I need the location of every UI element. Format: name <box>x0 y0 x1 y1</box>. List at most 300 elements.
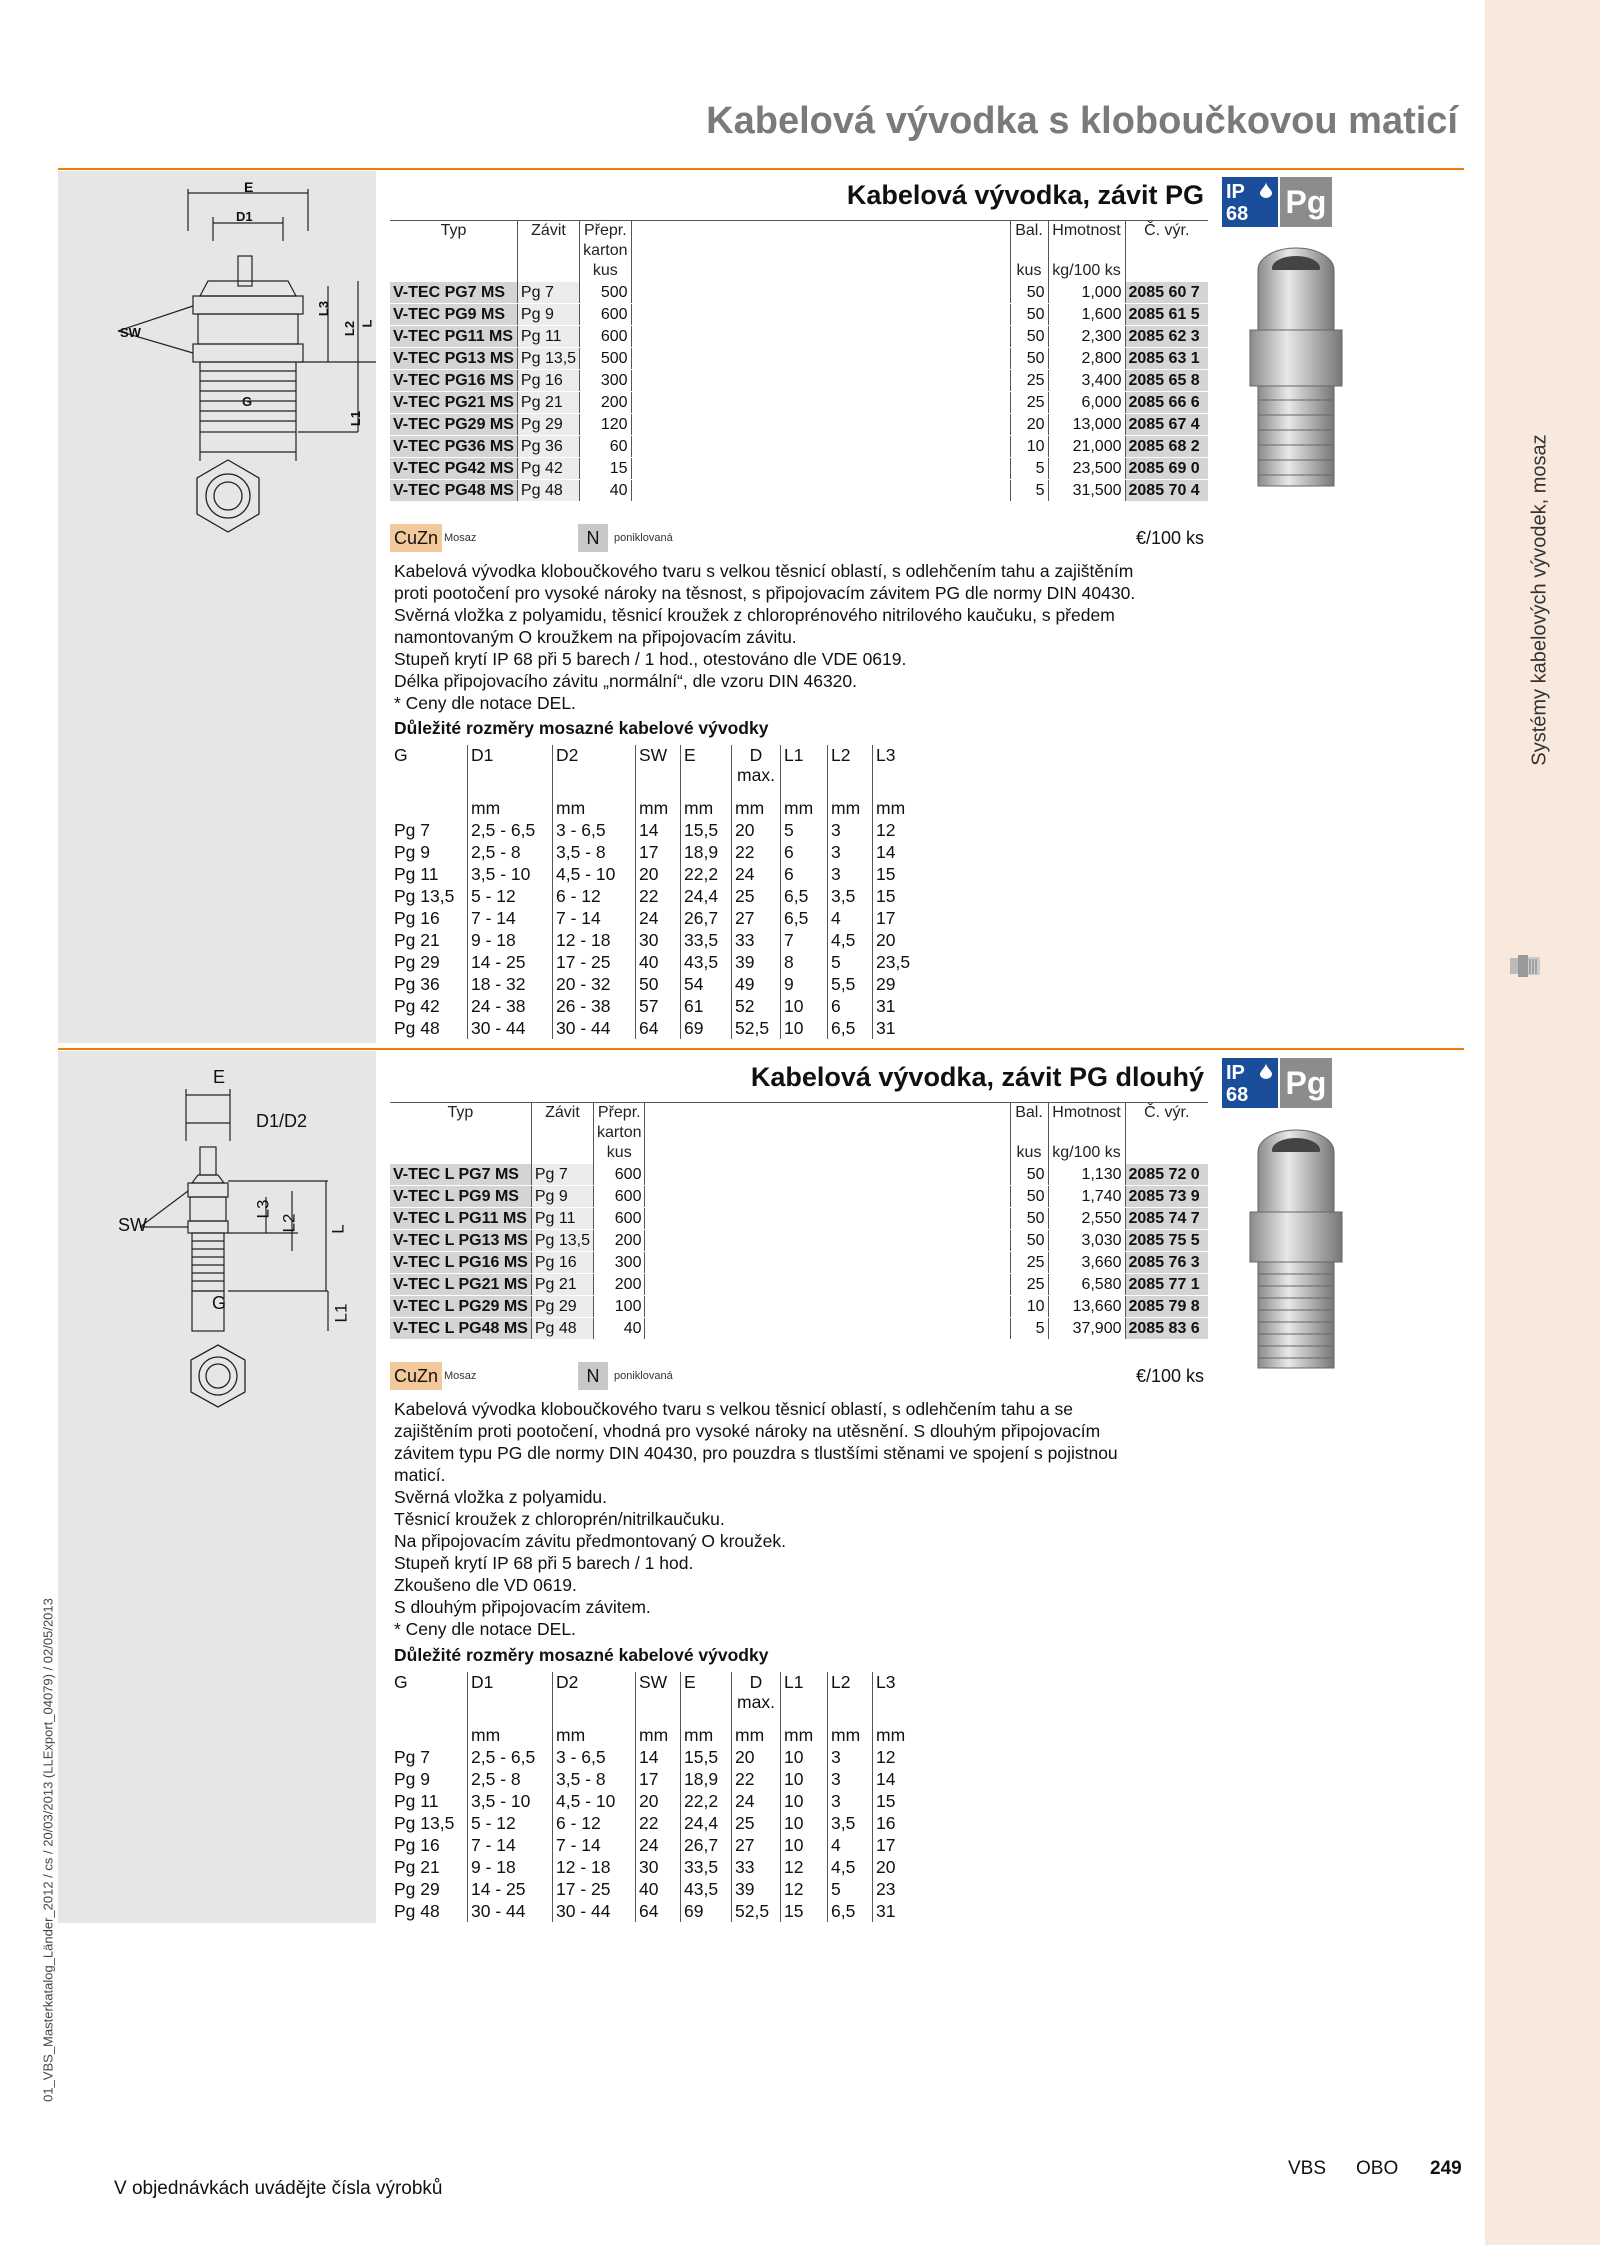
dims-cell: 14 <box>873 1768 920 1790</box>
dims-row <box>391 929 919 951</box>
dims-cell: 33 <box>732 1856 781 1878</box>
product-row <box>390 370 1208 392</box>
section2-material-name: Mosaz <box>444 1370 477 1382</box>
dims-spacer-row <box>391 1712 919 1724</box>
dims-header-row <box>391 745 919 785</box>
dims-cell: 52,5 <box>732 1900 781 1922</box>
dim-label-l: L <box>328 1224 348 1234</box>
product-row <box>390 304 1208 326</box>
section2-title: Kabelová vývodka, závit PG dlouhý <box>750 1062 1204 1092</box>
product-type: V-TEC PG21 MS <box>390 392 517 414</box>
dims-cell: 17 <box>636 841 681 863</box>
row-spacer <box>645 1164 1010 1186</box>
product-type: V-TEC L PG21 MS <box>390 1274 531 1296</box>
dims-cell: 14 <box>873 841 920 863</box>
dims-cell: 24 <box>636 1834 681 1856</box>
col-karton-label: karton <box>583 242 628 259</box>
product-carton-qty: 600 <box>594 1164 645 1186</box>
description-line: Na připojovacím závitu předmontovaný O kroužek. <box>394 1531 786 1551</box>
dims-cell: 22 <box>732 1768 781 1790</box>
col-prepr-label: Přepr. <box>597 1104 641 1121</box>
hdr-units-cell <box>390 1143 531 1164</box>
product-pack-qty: 50 <box>1010 304 1048 326</box>
dims-cell: 64 <box>636 1017 681 1039</box>
row-spacer <box>645 1296 1010 1318</box>
product-weight: 2,800 <box>1048 348 1125 370</box>
product-weight: 13,000 <box>1048 414 1125 436</box>
section2-dims-table <box>391 1672 919 1922</box>
dims-cell: 14 - 25 <box>468 1878 553 1900</box>
dims-cell: 15 <box>781 1900 828 1922</box>
dims-cell: 33,5 <box>681 929 732 951</box>
dim-label-g: G <box>242 394 253 409</box>
right-sidebar <box>1485 0 1600 2245</box>
dims-cell: 24,4 <box>681 1812 732 1834</box>
dims-header-label: D <box>749 745 763 765</box>
row-spacer <box>631 414 1010 436</box>
dims-cell: 15 <box>873 863 920 885</box>
section1-material-name: Mosaz <box>444 532 477 544</box>
dims-cell: 26,7 <box>681 1834 732 1856</box>
dims-cell: 17 <box>873 1834 920 1856</box>
dims-unit-cell: mm <box>732 797 781 819</box>
product-row <box>390 414 1208 436</box>
dims-header-row <box>391 1672 919 1712</box>
product-pack-qty: 50 <box>1010 1208 1048 1230</box>
product-carton-qty: 200 <box>594 1274 645 1296</box>
product-weight: 31,500 <box>1048 480 1125 502</box>
dims-cell: Pg 11 <box>394 864 439 884</box>
dims-cell: 2,5 - 8 <box>468 1768 553 1790</box>
col-bal: Bal. <box>1010 221 1048 262</box>
dims-header-cell <box>391 1672 468 1712</box>
product-weight: 2,300 <box>1048 326 1125 348</box>
product-type: V-TEC L PG13 MS <box>390 1230 531 1252</box>
row-spacer <box>631 370 1010 392</box>
description-line: Svěrná vložka z polyamidu. <box>394 1487 608 1507</box>
description-line: Délka připojovacího závitu „normální“, dle vzoru DIN 46320. <box>394 671 857 691</box>
dims-spacer-cell <box>781 785 828 797</box>
row-spacer <box>645 1274 1010 1296</box>
dims-cell: 18 - 32 <box>468 973 553 995</box>
dims-header-label: D1 <box>471 745 494 765</box>
dims-cell: 3,5 - 8 <box>553 841 636 863</box>
dims-row <box>391 841 919 863</box>
dims-cell: 5 - 12 <box>468 1812 553 1834</box>
ip-label: IP <box>1226 181 1245 203</box>
product-thread: Pg 16 <box>531 1252 593 1274</box>
unit-kus: kus <box>580 261 631 282</box>
product-carton-qty: 600 <box>594 1186 645 1208</box>
dims-cell: 17 <box>636 1768 681 1790</box>
dims-unit-cell: mm <box>636 797 681 819</box>
product-article-number: 2085 61 5 <box>1125 304 1208 326</box>
dims-spacer-cell <box>681 1712 732 1724</box>
hdr-units-cell <box>631 261 1010 282</box>
product-carton-qty: 500 <box>580 348 631 370</box>
product-thread: Pg 11 <box>531 1208 593 1230</box>
hdr-units-cell <box>390 261 517 282</box>
description-line: maticí. <box>394 1465 446 1485</box>
dims-cell: 2,5 - 6,5 <box>468 819 553 841</box>
dims-cell: 3 - 6,5 <box>553 819 636 841</box>
description-line: proti pootočení pro vysoké nároky na těsnost, s připojovacím závitem PG dle normy DIN 40430. <box>394 583 1136 603</box>
dims-spacer-cell <box>636 785 681 797</box>
product-article-number: 2085 77 1 <box>1125 1274 1208 1296</box>
product-pack-qty: 50 <box>1010 326 1048 348</box>
dims-spacer-cell <box>873 1712 920 1724</box>
product-carton-qty: 40 <box>594 1318 645 1340</box>
dims-unit-cell: mm <box>828 1724 873 1746</box>
dim-label-d1: D1 <box>236 209 253 224</box>
section1-dims-table <box>391 745 919 1039</box>
dims-header-cell <box>468 1672 553 1712</box>
row-spacer <box>631 326 1010 348</box>
dims-header-cell <box>553 1672 636 1712</box>
dims-cell: Pg 16 <box>394 1835 440 1855</box>
dims-cell: 12 <box>781 1856 828 1878</box>
dims-cell: 24 <box>636 907 681 929</box>
dim-label-sw: SW <box>118 1215 147 1235</box>
product-carton-qty: 120 <box>580 414 631 436</box>
dims-unit-cell: mm <box>553 797 636 819</box>
dims-cell: 9 - 18 <box>468 929 553 951</box>
row-spacer <box>645 1230 1010 1252</box>
product-carton-qty: 300 <box>594 1252 645 1274</box>
dims-header-cell <box>681 745 732 785</box>
dims-cell: 61 <box>681 995 732 1017</box>
dims-header-cell <box>636 745 681 785</box>
dims-cell: Pg 29 <box>394 952 440 972</box>
dims-cell: 6,5 <box>781 885 828 907</box>
description-line: Kabelová vývodka kloboučkového tvaru s velkou těsnicí oblastí, s odlehčením tahu a se <box>394 1399 1074 1419</box>
dims-cell: 39 <box>732 1878 781 1900</box>
row-spacer <box>631 282 1010 304</box>
dims-cell: 43,5 <box>681 1878 732 1900</box>
product-row <box>390 436 1208 458</box>
section2-top-view-drawing <box>183 1341 253 1411</box>
section1-price-unit: €/100 ks <box>1135 528 1204 548</box>
dims-cell: 4,5 - 10 <box>553 1790 636 1812</box>
section2-surface-code: N <box>578 1362 608 1390</box>
dims-cell: Pg 13,5 <box>394 1813 455 1833</box>
dims-cell: 15 <box>873 1790 920 1812</box>
dims-row <box>391 1834 919 1856</box>
dims-cell: 17 - 25 <box>553 1878 636 1900</box>
dims-cell: 12 <box>781 1878 828 1900</box>
dims-unit-cell: mm <box>732 1724 781 1746</box>
dims-row <box>391 907 919 929</box>
dims-row <box>391 885 919 907</box>
dims-cell: 10 <box>781 995 828 1017</box>
dims-row <box>391 1812 919 1834</box>
dims-cell: 3 <box>828 1790 873 1812</box>
dims-cell: 2,5 - 8 <box>468 841 553 863</box>
row-spacer <box>631 304 1010 326</box>
product-weight: 6,000 <box>1048 392 1125 414</box>
product-row <box>390 1252 1208 1274</box>
product-carton-qty: 100 <box>594 1296 645 1318</box>
description-line: Těsnicí kroužek z chloroprén/nitrilkaučuku. <box>394 1509 725 1529</box>
footer-brand-obo: OBO <box>1356 2158 1399 2179</box>
dims-cell: 20 <box>732 1746 781 1768</box>
product-pack-qty: 50 <box>1010 1230 1048 1252</box>
dims-cell: 57 <box>636 995 681 1017</box>
product-weight: 21,000 <box>1048 436 1125 458</box>
dims-cell: 22,2 <box>681 1790 732 1812</box>
dims-cell: Pg 48 <box>394 1901 440 1921</box>
product-thread: Pg 42 <box>517 458 579 480</box>
col-prepr-label: Přepr. <box>583 222 627 239</box>
product-type: V-TEC L PG48 MS <box>390 1318 531 1340</box>
product-type: V-TEC PG36 MS <box>390 436 517 458</box>
product-pack-qty: 25 <box>1010 1252 1048 1274</box>
row-spacer <box>645 1186 1010 1208</box>
ip-label: IP <box>1226 1062 1245 1084</box>
dims-cell: 27 <box>732 907 781 929</box>
dims-cell: 6,5 <box>781 907 828 929</box>
dims-cell: 14 - 25 <box>468 951 553 973</box>
dims-cell: Pg 11 <box>394 1791 439 1811</box>
dims-header-label: L1 <box>784 1672 804 1692</box>
dims-header-label: D <box>749 1672 763 1692</box>
product-article-number: 2085 73 9 <box>1125 1186 1208 1208</box>
dims-cell: 33 <box>732 929 781 951</box>
page-title: Kabelová vývodka s kloboučkovou maticí <box>706 100 1458 142</box>
dims-cell: 30 - 44 <box>468 1017 553 1039</box>
dims-cell: 25 <box>732 1812 781 1834</box>
product-article-number: 2085 79 8 <box>1125 1296 1208 1318</box>
col-zavit: Závit <box>531 1103 593 1144</box>
dim-label-l3: L3 <box>253 1199 273 1219</box>
dims-cell: 20 <box>873 929 920 951</box>
dims-cell: 10 <box>781 1017 828 1039</box>
dims-row <box>391 1017 919 1039</box>
row-spacer <box>645 1252 1010 1274</box>
product-row <box>390 1296 1208 1318</box>
product-thread: Pg 21 <box>517 392 579 414</box>
dims-header-label: G <box>394 745 408 765</box>
dims-cell: Pg 7 <box>394 1747 430 1767</box>
description-line: Svěrná vložka z polyamidu, těsnicí kroužek z chloroprénového nitrilového kaučuku, s předem <box>394 605 1115 625</box>
product-weight: 23,500 <box>1048 458 1125 480</box>
hdr-units-cell <box>517 261 579 282</box>
product-article-number: 2085 83 6 <box>1125 1318 1208 1340</box>
dims-cell: 26,7 <box>681 907 732 929</box>
col-zavit: Závit <box>517 221 579 262</box>
dims-unit-cell: mm <box>681 1724 732 1746</box>
dims-cell: 3,5 <box>828 1812 873 1834</box>
product-thread: Pg 9 <box>531 1186 593 1208</box>
product-row <box>390 1208 1208 1230</box>
dims-cell: 3 <box>828 1768 873 1790</box>
dims-unit-cell: mm <box>468 1724 553 1746</box>
dims-header-cell <box>873 1672 920 1712</box>
dims-unit-cell: mm <box>873 797 920 819</box>
dims-cell: 15,5 <box>681 819 732 841</box>
dims-spacer-cell <box>636 1712 681 1724</box>
row-spacer <box>631 348 1010 370</box>
dims-unit-cell: mm <box>781 797 828 819</box>
dims-unit-cell: mm <box>873 1724 920 1746</box>
dims-cell: 54 <box>681 973 732 995</box>
dims-row <box>391 1768 919 1790</box>
unit-hm: kg/100 ks <box>1048 1143 1125 1164</box>
section1-drawing-panel <box>58 171 376 1043</box>
product-type: V-TEC PG42 MS <box>390 458 517 480</box>
row-spacer <box>631 480 1010 502</box>
dims-cell: 12 - 18 <box>553 929 636 951</box>
dims-cell: 10 <box>781 1812 828 1834</box>
sidebar-product-thumbnail <box>1508 950 1542 980</box>
dims-cell: 10 <box>781 1834 828 1856</box>
dims-cell: 31 <box>873 1900 920 1922</box>
dims-cell: 4,5 <box>828 929 873 951</box>
product-article-number: 2085 63 1 <box>1125 348 1208 370</box>
section1-top-rule <box>58 168 1464 170</box>
row-spacer <box>631 392 1010 414</box>
dims-cell: 49 <box>732 973 781 995</box>
footer-order-note: V objednávkách uvádějte čísla výrobků <box>114 2178 443 2199</box>
product-weight: 3,030 <box>1048 1230 1125 1252</box>
dims-cell: 24 <box>732 1790 781 1812</box>
product-thread: Pg 36 <box>517 436 579 458</box>
dims-cell: 23 <box>873 1878 920 1900</box>
dims-spacer-cell <box>553 785 636 797</box>
dims-cell: 22 <box>732 841 781 863</box>
dims-cell: 7 <box>781 929 828 951</box>
dims-spacer-cell <box>828 785 873 797</box>
dims-spacer-cell <box>828 1712 873 1724</box>
description-line: namontovaným O kroužkem na připojovacím závitu. <box>394 627 797 647</box>
catalog-export-note: 01_VBS_Masterkatalog_Länder_2012 / cs / 20/03/2013 (LLExport_04079) / 02/05/2013 <box>40 1598 56 2102</box>
dims-spacer-cell <box>391 1712 468 1724</box>
dims-header-cell <box>468 745 553 785</box>
dims-cell: 3,5 - 10 <box>468 1790 553 1812</box>
dims-header-max: max. <box>737 1692 775 1712</box>
product-carton-qty: 600 <box>580 326 631 348</box>
dims-cell: Pg 13,5 <box>394 886 455 906</box>
dims-header-label: G <box>394 1672 408 1692</box>
product-thread: Pg 7 <box>517 282 579 304</box>
dims-cell: 3,5 <box>828 885 873 907</box>
dims-cell: 5 - 12 <box>468 885 553 907</box>
product-type: V-TEC L PG16 MS <box>390 1252 531 1274</box>
dims-cell: 12 <box>873 1746 920 1768</box>
section2-price-unit: €/100 ks <box>1135 1366 1204 1386</box>
product-type: V-TEC PG11 MS <box>390 326 517 348</box>
water-drop-icon <box>1260 1063 1272 1079</box>
product-row <box>390 392 1208 414</box>
dims-cell: 5,5 <box>828 973 873 995</box>
product-carton-qty: 60 <box>580 436 631 458</box>
dims-cell: Pg 42 <box>394 996 440 1016</box>
sidebar-category-label: Systémy kabelových vývodek, mosaz <box>1528 434 1551 766</box>
dim-label-l2: L2 <box>342 320 358 337</box>
dim-label-sw: SW <box>120 325 141 340</box>
product-article-number: 2085 69 0 <box>1125 458 1208 480</box>
dims-cell: 6,5 <box>828 1017 873 1039</box>
product-article-number: 2085 72 0 <box>1125 1164 1208 1186</box>
product-carton-qty: 500 <box>580 282 631 304</box>
dims-cell: 4 <box>828 907 873 929</box>
product-thread: Pg 7 <box>531 1164 593 1186</box>
product-row <box>390 1230 1208 1252</box>
description-line: Stupeň krytí IP 68 při 5 barech / 1 hod., otestováno dle VDE 0619. <box>394 649 907 669</box>
dims-cell: 23,5 <box>873 951 920 973</box>
product-thread: Pg 13,5 <box>517 348 579 370</box>
section2-pg-badge: Pg <box>1280 1058 1332 1108</box>
product-pack-qty: 10 <box>1010 436 1048 458</box>
product-type: V-TEC L PG29 MS <box>390 1296 531 1318</box>
product-article-number: 2085 75 5 <box>1125 1230 1208 1252</box>
footer-brand-vbs: VBS <box>1288 2158 1327 2179</box>
dims-cell: 20 <box>636 863 681 885</box>
dim-label-l1: L1 <box>348 410 364 427</box>
dims-cell: 31 <box>873 1017 920 1039</box>
dims-cell: 8 <box>781 951 828 973</box>
dims-cell: 69 <box>681 1900 732 1922</box>
dims-spacer-cell <box>781 1712 828 1724</box>
dims-spacer-cell <box>732 785 781 797</box>
dims-cell: 10 <box>781 1746 828 1768</box>
section1-pg-badge: Pg <box>1280 177 1332 227</box>
dims-cell: Pg 36 <box>394 974 440 994</box>
unit-hm: kg/100 ks <box>1048 261 1125 282</box>
dims-cell: 29 <box>873 973 920 995</box>
section2-product-photo <box>1244 1122 1348 1372</box>
ip-rating: 68 <box>1226 1084 1249 1106</box>
ip-rating: 68 <box>1226 203 1249 225</box>
section2-material-code: CuZn <box>390 1362 442 1390</box>
dims-cell: 9 - 18 <box>468 1856 553 1878</box>
dims-unit-cell: mm <box>781 1724 828 1746</box>
section2-ip-badge <box>1222 1058 1278 1108</box>
product-weight: 3,660 <box>1048 1252 1125 1274</box>
dims-header-label: L3 <box>876 745 896 765</box>
section2-description <box>394 1398 1214 1640</box>
product-pack-qty: 5 <box>1010 1318 1048 1340</box>
col-typ: Typ <box>447 1104 474 1121</box>
dims-cell: 52 <box>732 995 781 1017</box>
product-carton-qty: 40 <box>580 480 631 502</box>
col-typ: Typ <box>440 222 467 239</box>
dims-cell: 15 <box>873 885 920 907</box>
product-row <box>390 282 1208 304</box>
product-pack-qty: 25 <box>1010 1274 1048 1296</box>
product-article-number: 2085 60 7 <box>1125 282 1208 304</box>
row-spacer <box>631 436 1010 458</box>
section2-surface-name: poniklovaná <box>614 1370 673 1382</box>
product-type: V-TEC PG48 MS <box>390 480 517 502</box>
dims-cell: 18,9 <box>681 1768 732 1790</box>
dims-cell: 22 <box>636 1812 681 1834</box>
dims-cell: 9 <box>781 973 828 995</box>
dim-label-l1: L1 <box>331 1303 351 1323</box>
dims-header-cell <box>391 745 468 785</box>
dims-cell: 3 <box>828 1746 873 1768</box>
dims-cell: Pg 16 <box>394 908 440 928</box>
section1-title: Kabelová vývodka, závit PG <box>846 180 1204 210</box>
dims-cell: 22 <box>636 885 681 907</box>
dims-cell: Pg 48 <box>394 1018 440 1038</box>
dims-cell: 26 - 38 <box>553 995 636 1017</box>
product-carton-qty: 600 <box>594 1208 645 1230</box>
row-spacer <box>631 458 1010 480</box>
dims-cell: 5 <box>828 1878 873 1900</box>
product-thread: Pg 16 <box>517 370 579 392</box>
unit-kus2: kus <box>1010 1143 1048 1164</box>
